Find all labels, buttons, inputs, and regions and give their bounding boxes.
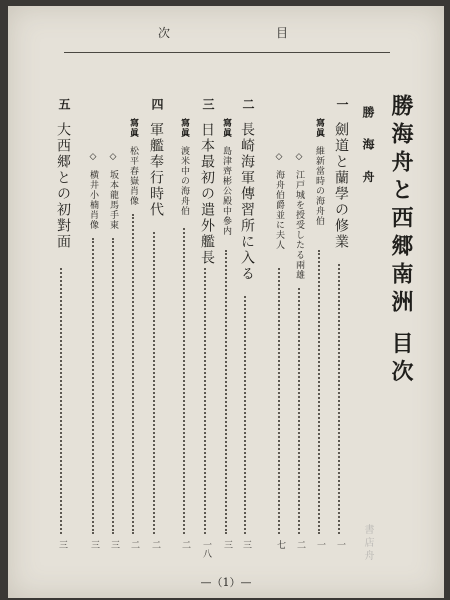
chapter-1-leader [338, 264, 340, 534]
chapter-1-insert-2-mark: ◇ [294, 152, 304, 163]
chapter-4-insert-3-mark: ◇ [88, 152, 98, 163]
chapter-4-insert-1-page: 二 [129, 540, 139, 549]
chapter-4-insert-2-page: 三 [109, 540, 119, 549]
chapter-1-insert-2-leader [298, 288, 300, 534]
book-title: 勝海舟と西郷南洲 目次 [388, 94, 414, 388]
chapter-4-insert-2-leader [112, 238, 114, 534]
faint-stamp: 書 店 舟 [362, 524, 373, 561]
chapter-4-insert-2-mark: ◇ [108, 152, 118, 163]
chapter-1-insert-3-mark: ◇ [274, 152, 284, 163]
chapter-2-insert-1-page: 三 [222, 540, 232, 549]
chapter-2-title: 長崎海軍傳習所に入る [239, 122, 255, 282]
chapter-2-leader [244, 296, 246, 534]
chapter-4-leader [153, 232, 155, 534]
chapter-5-number: 五 [57, 98, 71, 111]
chapter-2-insert-1-label: 寫眞 [221, 118, 231, 138]
chapter-3-insert-1-page: 二 [180, 540, 190, 549]
chapter-1-page: 一 [335, 540, 345, 549]
chapter-1-insert-3-leader [278, 268, 280, 534]
chapter-1-insert-1-leader [318, 250, 320, 534]
page-header [8, 6, 444, 56]
chapter-1-insert-3-page: 七 [275, 540, 285, 549]
chapter-1-insert-2-page: 二 [295, 540, 305, 549]
chapter-4-page: 二 [150, 540, 160, 549]
chapter-4-insert-3-title: 横井小楠肖像 [88, 170, 98, 230]
header-rule [64, 52, 390, 53]
chapter-2-insert-1-leader [225, 250, 227, 534]
chapter-4-insert-1-leader [132, 214, 134, 534]
chapter-4-insert-1-label: 寫眞 [128, 118, 138, 138]
chapter-2-number: 二 [241, 98, 255, 111]
chapter-5-leader [60, 268, 62, 534]
chapter-2-page: 三 [241, 540, 251, 549]
chapter-1-insert-1-page: 一 [315, 540, 325, 549]
chapter-3-leader [204, 268, 206, 534]
chapter-1-insert-1-label: 寫眞 [314, 118, 324, 138]
chapter-1-number: 一 [335, 98, 349, 111]
chapter-4-insert-3-leader [92, 238, 94, 534]
chapter-4-title: 軍艦奉行時代 [148, 122, 164, 218]
chapter-4-insert-3-page: 三 [89, 540, 99, 549]
chapter-4-insert-1-title: 松平春嶽肖像 [128, 146, 138, 206]
chapter-3-insert-1-leader [183, 228, 185, 534]
chapter-1-insert-3-title: 海舟伯爵並に夫人 [274, 170, 284, 250]
chapter-3-title: 日本最初の遣外艦長 [199, 122, 215, 266]
chapter-5-title: 大西郷との初對面 [55, 122, 71, 250]
chapter-3-page: 一八 [201, 540, 211, 558]
chapter-4-number: 四 [150, 98, 164, 111]
page-number: —（1）— [200, 576, 252, 589]
chapter-5-page: 三 [57, 540, 67, 549]
part-title: 勝 海 舟 [361, 106, 375, 191]
book-page [8, 6, 444, 598]
header-right-char: 目 [276, 26, 289, 40]
chapter-4-insert-2-title: 坂本龍馬手東 [108, 170, 118, 230]
chapter-3-number: 三 [201, 98, 215, 111]
header-left-char: 次 [158, 26, 171, 40]
chapter-1-insert-1-title: 維新當時の海舟伯 [314, 146, 324, 226]
chapter-2-insert-1-title: 島津齊彬公殿中參内 [221, 146, 231, 236]
chapter-3-insert-1-label: 寫眞 [179, 118, 189, 138]
chapter-1-title: 劍道と蘭學の修業 [333, 122, 349, 250]
chapter-3-insert-1-title: 渡米中の海舟伯 [179, 146, 189, 216]
chapter-1-insert-2-title: 江戸城を授受したる兩雄 [294, 170, 304, 280]
